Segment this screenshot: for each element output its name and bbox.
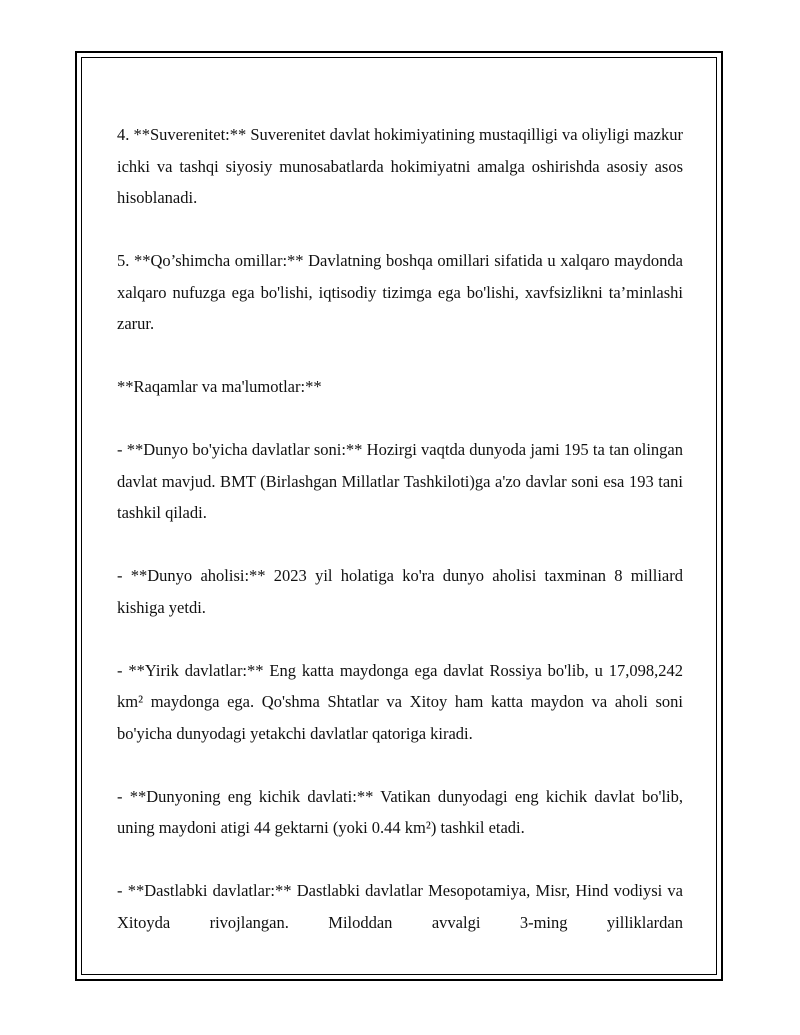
section-heading-figures: **Raqamlar va ma'lumotlar:** — [117, 377, 322, 396]
paragraph-country-count: - **Dunyo bo'yicha davlatlar soni:** Hozirgi vaqtda dunyoda jami 195 ta tan olingan davlat mavjud. BMT (Birlashgan Millatlar Tashkiloti)ga a'zo davlar soni esa 193 tani tashkil qiladi. — [117, 440, 683, 522]
document-body — [117, 119, 683, 938]
paragraph-large-countries: - **Yirik davlatlar:** Eng katta maydonga ega davlat Rossiya bo'lib, u 17,098,242 km² maydonga ega. Qo'shma Shtatlar va Xitoy ham katta maydon va aholi soni bo'yicha dunyodagi yetakchi davlatlar qatoriga kiradi. — [117, 660, 683, 743]
paragraph-world-population: - **Dunyo aholisi:** 2023 yil holatiga ko'ra dunyo aholisi taxminan 8 milliard kishiga yetdi. — [117, 566, 683, 617]
paragraph-early-states: - **Dastlabki davlatlar:** Dastlabki davlatlar Mesopotamiya, Misr, Hind vodiysi va Xitoyda rivojlangan. Miloddan avvalgi 3-ming yilliklardan — [117, 881, 683, 932]
paragraph-additional-factors: 5. **Qo’shimcha omillar:** Davlatning boshqa omillari sifatida u xalqaro maydonda xalqaro nufuzga ega bo'lishi, iqtisodiy tizimga ega bo'lishi, xavfsizlikni ta’minlashi zarur. — [117, 251, 683, 333]
paragraph-smallest-country: - **Dunyoning eng kichik davlati:** Vatikan dunyodagi eng kichik davlat bo'lib, uning maydoni atigi 44 gektarni (yoki 0.44 km²) tashkil etadi. — [117, 786, 683, 837]
paragraph-sovereignty: 4. **Suverenitet:** Suverenitet davlat hokimiyatining mustaqilligi va oliyligi mazkur ichki va tashqi siyosiy munosabatlarda hokimiyatni amalga oshirishda asosiy asos hisoblanadi. — [117, 125, 683, 207]
